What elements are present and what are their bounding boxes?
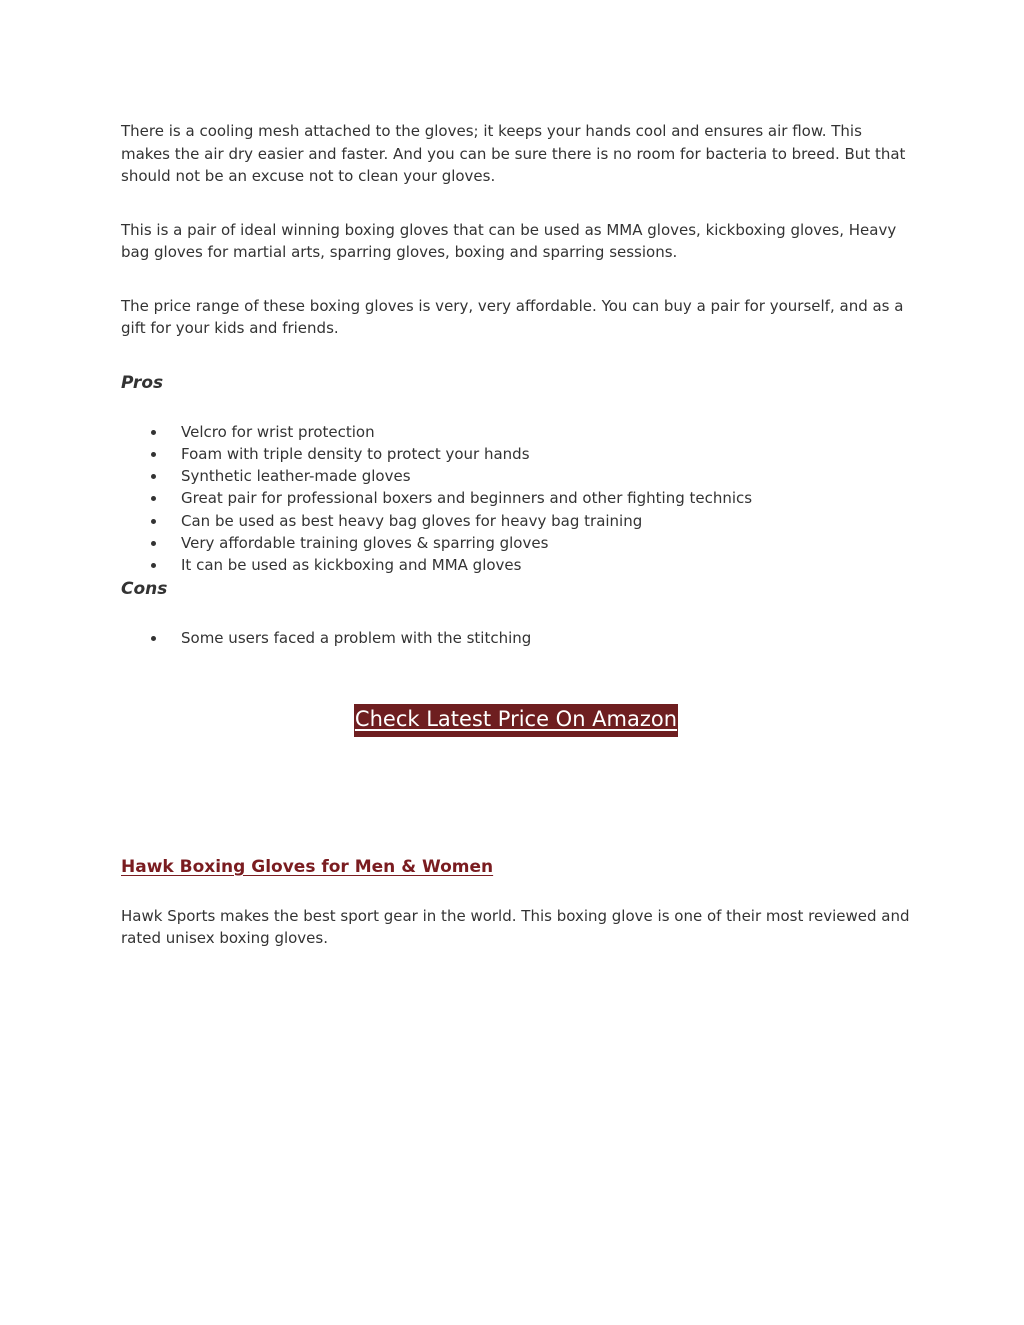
list-item: Can be used as best heavy bag gloves for heavy bag training bbox=[121, 510, 911, 532]
list-item: Very affordable training gloves & sparring gloves bbox=[121, 532, 911, 554]
list-item: Some users faced a problem with the stitching bbox=[121, 627, 911, 649]
pros-heading: Pros bbox=[121, 372, 164, 393]
list-item: Great pair for professional boxers and beginners and other fighting technics bbox=[121, 487, 911, 509]
pros-list bbox=[121, 421, 911, 577]
cta-container bbox=[121, 704, 911, 737]
list-item: Synthetic leather-made gloves bbox=[121, 465, 911, 487]
cons-list bbox=[121, 627, 911, 649]
paragraph-ideal-gloves: This is a pair of ideal winning boxing gloves that can be used as MMA gloves, kickboxing gloves, Heavy bag gloves for martial arts, sparring gloves, boxing and sparring sessions. bbox=[121, 220, 897, 261]
paragraph-price-range: The price range of these boxing gloves is very, very affordable. You can buy a pair for yourself, and as a gift for your kids and friends. bbox=[121, 296, 904, 337]
section-body: Hawk Sports makes the best sport gear in the world. This boxing glove is one of their most reviewed and rated unisex boxing gloves. bbox=[121, 906, 910, 948]
list-item: Velcro for wrist protection bbox=[121, 421, 911, 443]
cons-heading: Cons bbox=[121, 578, 168, 599]
list-item: Foam with triple density to protect your hands bbox=[121, 443, 911, 465]
check-price-link[interactable]: Check Latest Price On Amazon bbox=[354, 704, 678, 737]
paragraph-cooling-mesh: There is a cooling mesh attached to the gloves; it keeps your hands cool and ensures air flow. This makes the air dry easier and faster. And you can be sure there is no room for bacteria to breed. But that should not be an excuse not to clean your gloves. bbox=[121, 122, 906, 185]
document-page bbox=[121, 120, 911, 950]
list-item: It can be used as kickboxing and MMA gloves bbox=[121, 554, 911, 576]
section-title-link[interactable]: Hawk Boxing Gloves for Men & Women bbox=[121, 856, 494, 877]
